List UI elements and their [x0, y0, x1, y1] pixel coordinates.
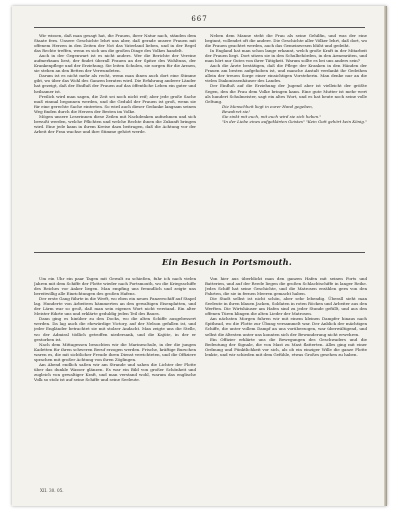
paragraph: Dann ging es hinüber zu den Docks, wo die alten Schiffe ausgebessert werden. Da lag auch die ehrwürdige Victory, auf der Nelson gefallen ist, und jeder Engländer betrachtet sie mit stolzer Andacht. Man zeigte uns die Stelle, wo der Admiral tödlich getroffen niedersank, und die Kajüte, in der er gestorben ist.	[34, 316, 196, 342]
paragraph: Am Abend endlich saßen wir am Strande und sahen die Lichter der Flotte über das dunkle Wasser glänzen. Es war ein Bild von großer Schönheit und zugleich von gewaltiger Kraft, und man verstand wohl, warum das englische Volk so stolz ist auf seine Schiffe und seine Seeleute.	[34, 361, 196, 382]
poem-line: Bewahret sie!	[222, 108, 250, 114]
section-rule	[34, 252, 365, 253]
paragraph: In England hat man schon lange erkannt, welch große Kraft in der Mitarbeit der Frauen liegt. Dort sitzen sie in den Schulbehörden, in den Armenräten, und man hört nur Gutes von ihrer Tätigkeit. Warum sollte es bei uns anders sein?	[205, 48, 367, 64]
paragraph: Von hier aus überblickt man den ganzen Hafen mit seinen Forts und Batterien, und auf der Reede liegen die großen Schlachtschiffe in langer Reihe. Jedes Schiff hat seine Geschichte, und die Matrosen erzählen gern von den Fahrten, die sie in fernen Meeren gemacht haben.	[205, 276, 367, 297]
right-column-bottom	[205, 276, 367, 482]
paragraph: Wir wissen, daß man gesagt hat, die Frauen, ihrer Natur nach, ständen dem Staate fern. Unsere Geschichte lehrt uns aber, daß gerade unsere Frauen mit offenem Herzen in den Zeiten der Not das Vaterland lieben, und in der Regel das Rechte treffen, wenn es sich um die großen Dinge des Volkes handelt.	[34, 33, 196, 54]
paragraph: Der erste Gang führte in die Werft, wo eben ein neues Panzerschiff auf Stapel lag. Hunderte von Arbeitern hämmerten an den gewaltigen Eisenplatten, und der Lärm war so groß, daß man sein eigenes Wort nicht verstand. Ein alter Meister führte uns und erklärte geduldig jeden Teil des Baues.	[34, 296, 196, 317]
right-column-top-text	[205, 33, 367, 104]
paragraph: Darum ist es nicht mehr als recht, wenn man ihnen auch dort eine Stimme gibt, wo über das Wohl des Ganzen beraten wird. Die Erfahrung anderer Länder hat gezeigt, daß der Einfluß der Frauen auf das öffentliche Leben ein guter und heilsamer ist.	[34, 73, 196, 94]
poem-line: Sie sinkt mit euch, mit euch wird sie sich heben."	[222, 113, 322, 119]
paragraph: Die Stadt selbst ist nicht schön, aber sehr lebendig. Überall sieht man Seeleute in ihren blauen Jacken, Soldaten in roten Röcken und Arbeiter aus den Werften. Die Wirtshäuser am Hafen sind zu jeder Stunde gefüllt, und aus den offenen Türen klingen die alten Lieder der Matrosen.	[205, 296, 367, 317]
header-rule	[34, 27, 365, 28]
left-column-top	[34, 33, 196, 249]
paragraph: Ein Offizier erklärte uns die Bewegungen des Geschwaders und die Bedeutung der Signale, die von Mast zu Mast flatterten. Alles ging mit einer Ordnung und Pünktlichkeit vor sich, als ob ein einziger Wille die ganze Flotte lenkte, und wir schieden mit dem Gefühle, etwas Großes gesehen zu haben.	[205, 336, 367, 357]
poem-line: Die Menschheit liegt in eurer Hand gegeben,	[222, 103, 313, 109]
paragraph: Auch die Ärzte bestätigen, daß die Pflege der Kranken in den Händen der Frauen am besten aufgehoben ist, und manche Anstalt verdankt ihr Gedeihen allein der treuen Sorge einer einsichtigen Vorsteherin. Man denke nur an die vielen Diakonissenhäuser des Landes.	[205, 63, 367, 84]
paragraph: Neben dem Manne steht die Frau als seine Gehilfin, und was der eine beginnt, vollendet oft die andere. Die Geschichte aller Völker lehrt, daß dort, wo die Frauen geachtet werden, auch das Gemeinwesen blüht und gedeiht.	[205, 33, 367, 49]
article-heading: Ein Besuch in Portsmouth.	[162, 257, 292, 267]
paragraph: Freilich wird man sagen, die Zeit sei noch nicht reif; aber jede große Sache muß einmal begonnen werden, und die Geduld der Frauen ist groß, wenn sie für eine gerechte Sache eintreten. So wird auch dieser Gedanke langsam seinen Weg finden durch die Herzen der Besten im Volke.	[34, 93, 196, 114]
paragraph: Nach dem Mittagessen besuchten wir die Marineschule, in der die jungen Kadetten für ihren schweren Beruf erzogen werden. Frische, kräftige Burschen waren es, die mit sichtlicher Freude ihren Dienst verrichteten, und die Offiziere sprachen mit großer Achtung von ihren Zöglingen.	[34, 341, 196, 362]
paragraph: Mögen unsere Leserinnen diese Zeilen mit Nachdenken aufnehmen und sich bewußt werden, welche Pflichten und welche Rechte ihnen die Zukunft bringen wird. Eine jede kann in ihrem Kreise dazu beitragen, daß die Achtung vor der Arbeit der Frau wachse und ihre Stimme gehört werde.	[34, 113, 196, 134]
footer-signature: XII. 30. 05.	[40, 488, 64, 493]
paragraph: Um ein Uhr ein paar Tagen mit Gewalt zu schießen, fuhr ich nach vielen Jahren mit dem Schiffe der Flotte wieder nach Portsmouth, wo die Kriegsschiffe des Reiches vor Anker liegen. Man empfing uns freundlich und zeigte uns bereitwillig alle Einrichtungen des großen Hafens.	[34, 276, 196, 297]
poem-quote	[205, 104, 367, 124]
left-column-bottom	[34, 276, 196, 482]
page-number: 667	[191, 15, 208, 23]
paragraph: Am nächsten Morgen fuhren wir mit einem kleinen Dampfer hinaus nach Spithead, wo die Flotte zur Übung versammelt war. Der Anblick der mächtigen Schiffe, die unter vollem Dampf an uns vorüberzogen, war überwältigend, und selbst die ältesten unter uns konnten sich der Bewunderung nicht erwehren.	[205, 316, 367, 337]
paragraph: Auch in der Gegenwart ist es nicht anders. Wer die Berichte der Vereine aufmerksam liest, der findet überall Frauen an der Spitze des Wohltuns, der Krankenpflege und der Erziehung. Sie leiten Schulen, sie sorgen für die Armen, sie stehen an den Betten der Verwundeten.	[34, 53, 196, 74]
right-column-top	[205, 33, 367, 249]
paragraph: Der Einfluß auf die Erziehung der Jugend aber ist vielleicht der größte Segen, den die Frau dem Volke bringen kann. Eine gute Mutter ist mehr wert als hundert Schulmeister, sagt ein altes Wort, und es hat heute noch seine volle Geltung.	[205, 83, 367, 104]
magazine-page	[12, 6, 387, 506]
poem-line: "In der Liebe eines aufgeklärten Geistes" "Kein Gott gehört kein König."	[222, 118, 367, 124]
page-edge	[384, 6, 387, 506]
